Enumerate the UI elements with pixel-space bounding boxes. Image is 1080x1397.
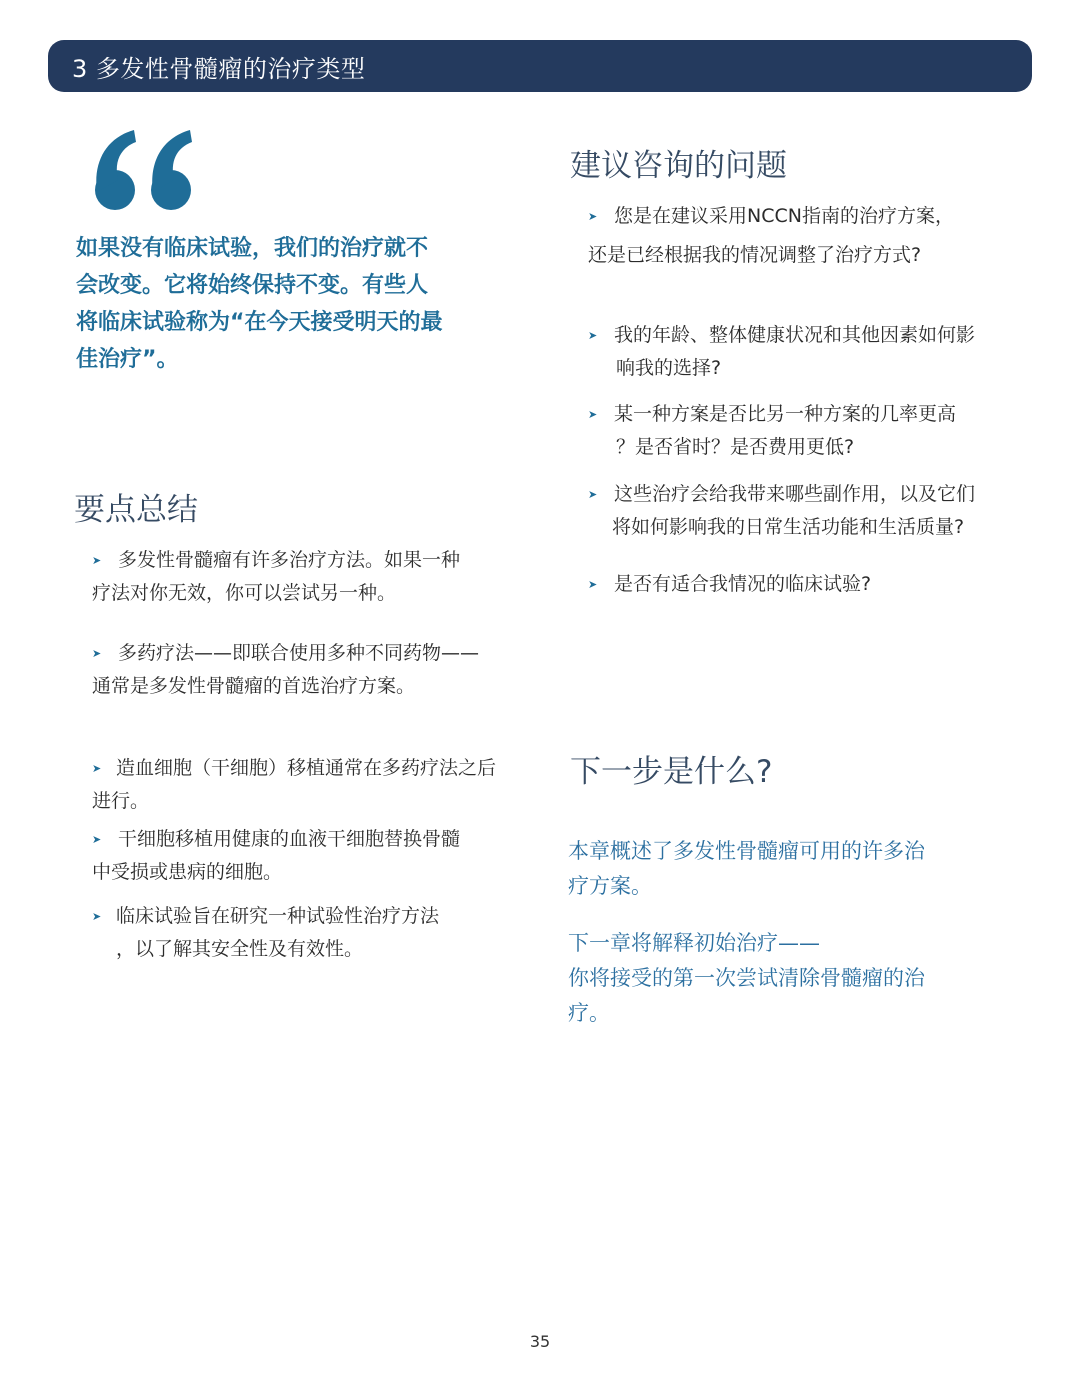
chapter-title: 3 多发性骨髓瘤的治疗类型	[72, 54, 366, 83]
next-steps-heading: 下一步是什么?	[570, 754, 773, 790]
quote-line: 将临床试验称为“在今天接受明天的最	[76, 310, 443, 335]
quote-line: 佳治疗”。	[76, 347, 179, 372]
quote-line: 会改变。它将始终保持不变。有些人	[76, 273, 429, 298]
pull-quote	[76, 230, 516, 378]
summary-item: ➤ 临床试验旨在研究一种试验性治疗方法 ，以了解其安全性及有效性。	[92, 900, 439, 965]
chevron-right-icon: ➤	[92, 762, 102, 775]
chevron-right-icon: ➤	[92, 910, 102, 923]
chevron-right-icon: ➤	[92, 647, 102, 660]
question-item: ➤ 这些治疗会给我带来哪些副作用，以及它们 将如何影响我的日常生活功能和生活质量?	[588, 478, 975, 543]
summary-item: ➤ 多药疗法——即联合使用多种不同药物—— 通常是多发性骨髓瘤的首选治疗方案。	[92, 637, 479, 702]
question-item: ➤ 某一种方案是否比另一种方案的几率更高 ？是否省时？是否费用更低?	[588, 398, 956, 463]
chevron-right-icon: ➤	[588, 329, 598, 342]
question-item: ➤ 是否有适合我情况的临床试验?	[588, 568, 871, 601]
quote-line: 如果没有临床试验，我们的治疗就不	[76, 236, 429, 261]
questions-heading: 建议咨询的问题	[570, 148, 787, 184]
next-steps-paragraph: 本章概述了多发性骨髓瘤可用的许多治 疗方案。	[568, 839, 925, 898]
summary-item: ➤ 多发性骨髓瘤有许多治疗方法。如果一种 疗法对你无效，你可以尝试另一种。	[92, 544, 460, 609]
chevron-right-icon: ➤	[92, 833, 102, 846]
quote-icon	[88, 100, 208, 220]
summary-item: ➤ 造血细胞（干细胞）移植通常在多药疗法之后 进行。	[92, 752, 496, 817]
question-item: ➤ 您是在建议采用NCCN指南的治疗方案， 还是已经根据我的情况调整了治疗方式?	[588, 200, 954, 271]
chevron-right-icon: ➤	[588, 408, 598, 421]
question-item: ➤ 我的年龄、整体健康状况和其他因素如何影 响我的选择?	[588, 319, 975, 384]
summary-item: ➤ 干细胞移植用健康的血液干细胞替换骨髓 中受损或患病的细胞。	[92, 823, 460, 888]
chevron-right-icon: ➤	[588, 578, 598, 591]
chevron-right-icon: ➤	[588, 210, 598, 223]
chevron-right-icon: ➤	[588, 488, 598, 501]
summary-heading: 要点总结	[74, 492, 198, 528]
chapter-header-bar	[48, 40, 1032, 92]
next-steps-paragraph: 下一章将解释初始治疗—— 你将接受的第一次尝试清除骨髓瘤的治 疗。	[568, 931, 925, 1025]
chevron-right-icon: ➤	[92, 554, 102, 567]
page-number: 35	[529, 1332, 551, 1351]
